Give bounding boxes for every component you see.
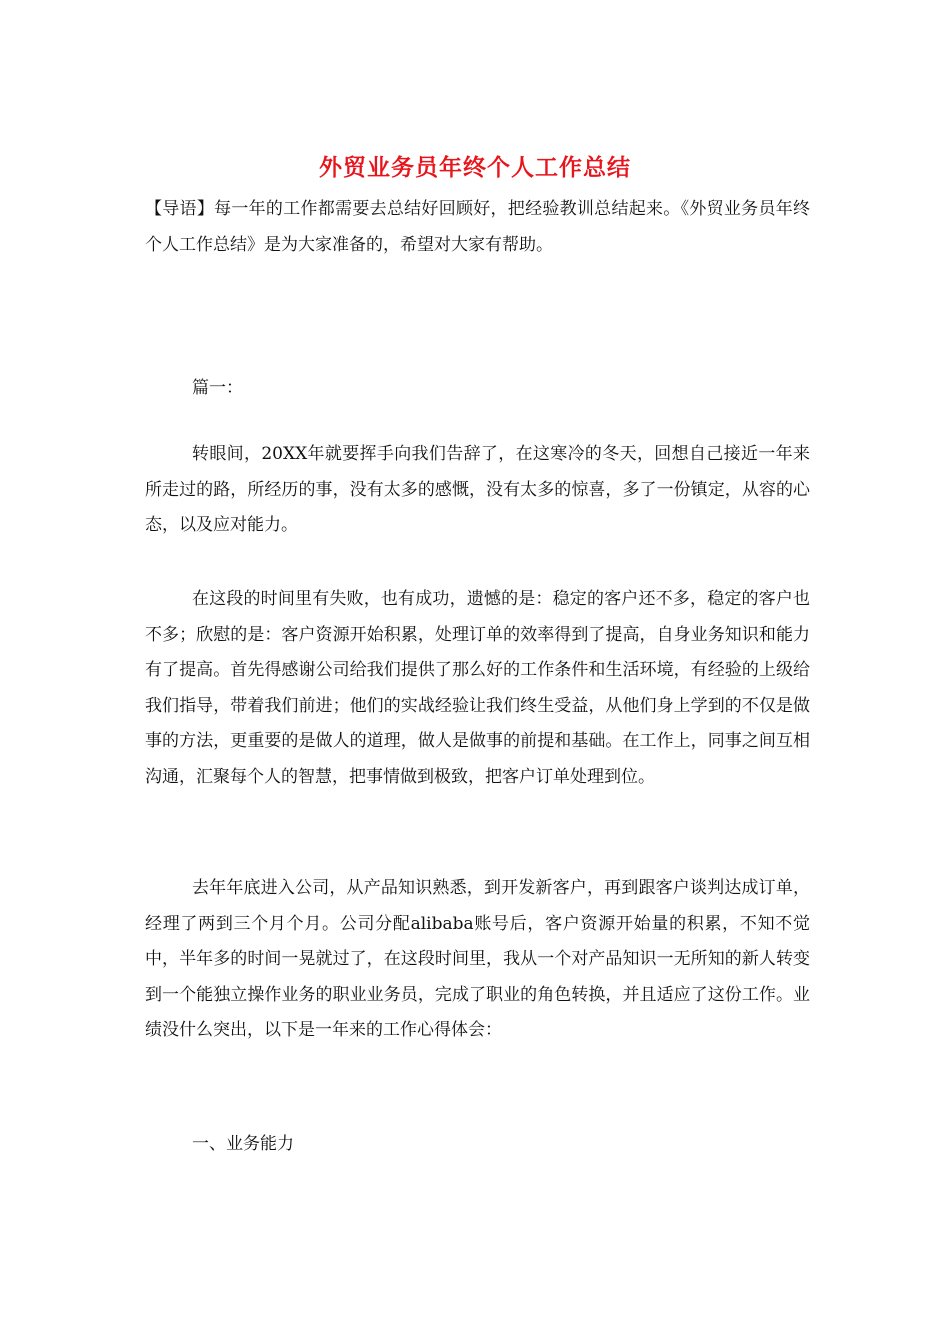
intro-paragraph: 【导语】每一年的工作都需要去总结好回顾好，把经验教训总结起来。《外贸业务员年终个人工作总结》是为大家准备的，希望对大家有帮助。 — [145, 199, 810, 255]
body-paragraph: 在这段的时间里有失败，也有成功，遗憾的是：稳定的客户还不多，稳定的客户也不多；欣慰的是：客户资源开始积累，处理订单的效率得到了提高，自身业务知识和能力有了提高。首先得感谢公司给我们提供了那么好的工作条件和生活环境，有经验的上级给我们指导，带着我们前进；他们的实战经验让我们终生受益，从他们身上学到的不仅是做事的方法，更重要的是做人的道理，做人是做事的前提和基础。在工作上，同事之间互相沟通，汇聚每个人的智慧，把事情做到极致，把客户订单处理到位。 — [145, 589, 810, 787]
body-paragraph: 去年年底进入公司，从产品知识熟悉，到开发新客户，再到跟客户谈判达成订单，经理了两到三个月个月。公司分配alibaba账号后，客户资源开始量的积累，不知不觉中，半年多的时间一晃就过了，在这段时间里，我从一个对产品知识一无所知的新人转变到一个能独立操作业务的职业业务员，完成了职业的角色转换，并且适应了这份工作。业绩没什么突出，以下是一年来的工作心得体会： — [145, 878, 810, 1040]
body-paragraph: 转眼间，20XX年就要挥手向我们告辞了，在这寒冷的冬天，回想自己接近一年来所走过的路，所经历的事，没有太多的感慨，没有太多的惊喜，多了一份镇定，从容的心态，以及应对能力。 — [145, 444, 810, 535]
section-heading-business-ability: 一、业务能力 — [192, 1134, 294, 1154]
section-heading-part-one: 篇一： — [192, 378, 243, 398]
document-title: 外贸业务员年终个人工作总结 — [319, 154, 631, 181]
